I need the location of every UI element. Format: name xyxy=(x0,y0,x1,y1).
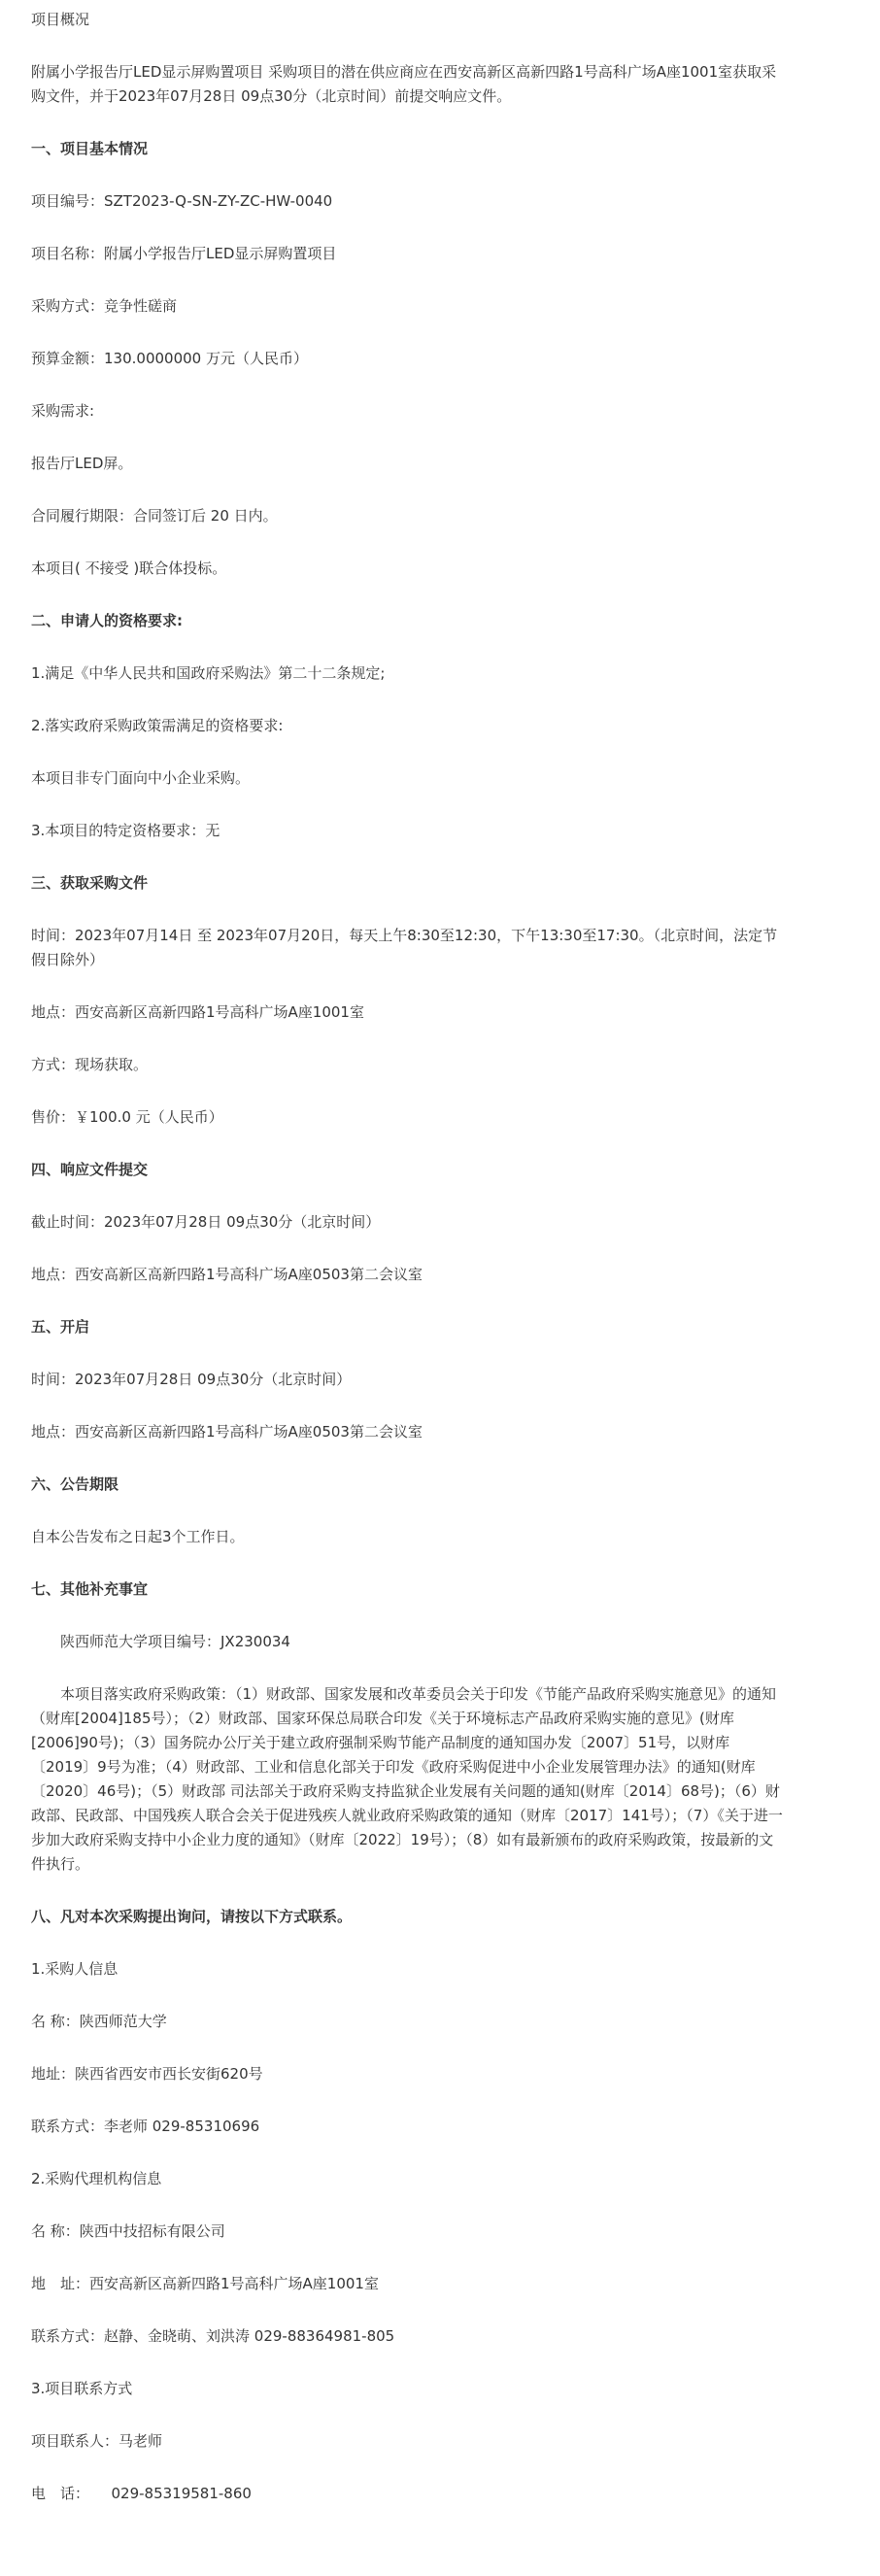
buyer-info-label: 1.采购人信息 xyxy=(31,1960,118,1978)
qualification-item-1: 1.满足《中华人民共和国政府采购法》第二十二条规定; xyxy=(31,664,386,682)
section-heading-notice-period: 六、公告期限 xyxy=(31,1475,119,1493)
project-contact-phone: 电 话： 029-85319581-860 xyxy=(31,2485,252,2502)
section-heading-obtain-documents: 三、获取采购文件 xyxy=(31,874,149,892)
policy-text: 本项目落实政府采购政策：（1）财政部、国家发展和改革委员会关于印发《节能产品政府采购实施意见》的通知（财库[2004]185号）；（2）财政部、国家环保总局联合印发《关于环境标志产品政府采购实施的意见》(财库[2006]90号)；（3）国务院办公厅关于建立政府强制采购节能产品制度的通知国办发〔2007〕51号，以财库〔2019〕9号为准；（4）财政部、工业和信息化部关于印发《政府采购促进中小企业发展管理办法》的通知(财库〔2020〕46号)；（5）财政部 司法部关于政府采购支持监狱企业发展有关问题的通知(财库〔2014〕68号)；（6）财政部、民政部、中国残疾人联合会关于促进残疾人就业政府采购政策的通知（财库〔2017〕141号）；（7）《关于进一步加大政府采购支持中小企业力度的通知》（财库〔2022〕19号）；（8）如有最新颁布的政府采购政策，按最新的文件执行。 xyxy=(31,1685,783,1873)
buyer-address: 地址：陕西省西安市西长安街620号 xyxy=(31,2065,263,2083)
agency-info-label: 2.采购代理机构信息 xyxy=(31,2170,162,2187)
agency-address: 地 址：西安高新区高新四路1号高科广场A座1001室 xyxy=(31,2275,379,2292)
section-heading-opening: 五、开启 xyxy=(31,1318,90,1336)
obtain-time: 时间：2023年07月14日 至 2023年07月20日，每天上午8:30至12:30，下午13:30至17:30。（北京时间，法定节假日除外） xyxy=(31,927,778,968)
project-contact-label: 3.项目联系方式 xyxy=(31,2380,133,2397)
notice-period-text: 自本公告发布之日起3个工作日。 xyxy=(31,1528,245,1545)
qualification-item-2-detail: 本项目非专门面向中小企业采购。 xyxy=(31,769,251,787)
overview-text: 附属小学报告厅LED显示屏购置项目 采购项目的潜在供应商应在西安高新区高新四路1号高科广场A座1001室获取采购文件，并于2023年07月28日 09点30分（北京时间）前提交响应文件。 xyxy=(31,63,777,105)
section-heading-qualification: 二、申请人的资格要求: xyxy=(31,612,183,629)
section-heading-basic-info: 一、项目基本情况 xyxy=(31,140,149,157)
overview-label: 项目概况 xyxy=(31,11,90,28)
project-number: 项目编号：SZT2023-Q-SN-ZY-ZC-HW-0040 xyxy=(31,192,333,210)
section-heading-other-matters: 七、其他补充事宜 xyxy=(31,1580,149,1598)
procurement-method: 采购方式：竞争性磋商 xyxy=(31,297,178,315)
agency-name: 名 称：陕西中技招标有限公司 xyxy=(31,2222,225,2240)
opening-time: 时间：2023年07月28日 09点30分（北京时间） xyxy=(31,1371,352,1388)
buyer-contact: 联系方式：李老师 029-85310696 xyxy=(31,2118,260,2135)
buyer-name: 名 称：陕西师范大学 xyxy=(31,2013,167,2030)
demand-label: 采购需求: xyxy=(31,402,95,420)
submission-place: 地点：西安高新区高新四路1号高科广场A座0503第二会议室 xyxy=(31,1266,423,1283)
demand-text: 报告厅LED屏。 xyxy=(31,455,133,472)
section-heading-submission: 四、响应文件提交 xyxy=(31,1161,149,1178)
qualification-item-2: 2.落实政府采购政策需满足的资格要求: xyxy=(31,717,284,734)
project-contact-person: 项目联系人：马老师 xyxy=(31,2432,163,2450)
qualification-item-3: 3.本项目的特定资格要求：无 xyxy=(31,822,220,839)
budget-amount: 预算金额：130.0000000 万元（人民币） xyxy=(31,350,308,367)
obtain-place: 地点：西安高新区高新四路1号高科广场A座1001室 xyxy=(31,1003,364,1021)
consortium-note: 本项目( 不接受 )联合体投标。 xyxy=(31,559,227,577)
document-price: 售价：￥100.0 元（人民币） xyxy=(31,1108,223,1126)
obtain-way: 方式：现场获取。 xyxy=(31,1056,149,1073)
opening-place: 地点：西安高新区高新四路1号高科广场A座0503第二会议室 xyxy=(31,1423,423,1441)
project-name: 项目名称：附属小学报告厅LED显示屏购置项目 xyxy=(31,245,337,262)
contract-period: 合同履行期限：合同签订后 20 日内。 xyxy=(31,507,278,525)
section-heading-contact: 八、凡对本次采购提出询问，请按以下方式联系。 xyxy=(31,1908,353,1925)
school-project-number: 陕西师范大学项目编号：JX230034 xyxy=(60,1633,290,1650)
submission-deadline: 截止时间：2023年07月28日 09点30分（北京时间） xyxy=(31,1213,381,1231)
agency-contact: 联系方式：赵静、金晓萌、刘洪涛 029-88364981-805 xyxy=(31,2327,395,2345)
